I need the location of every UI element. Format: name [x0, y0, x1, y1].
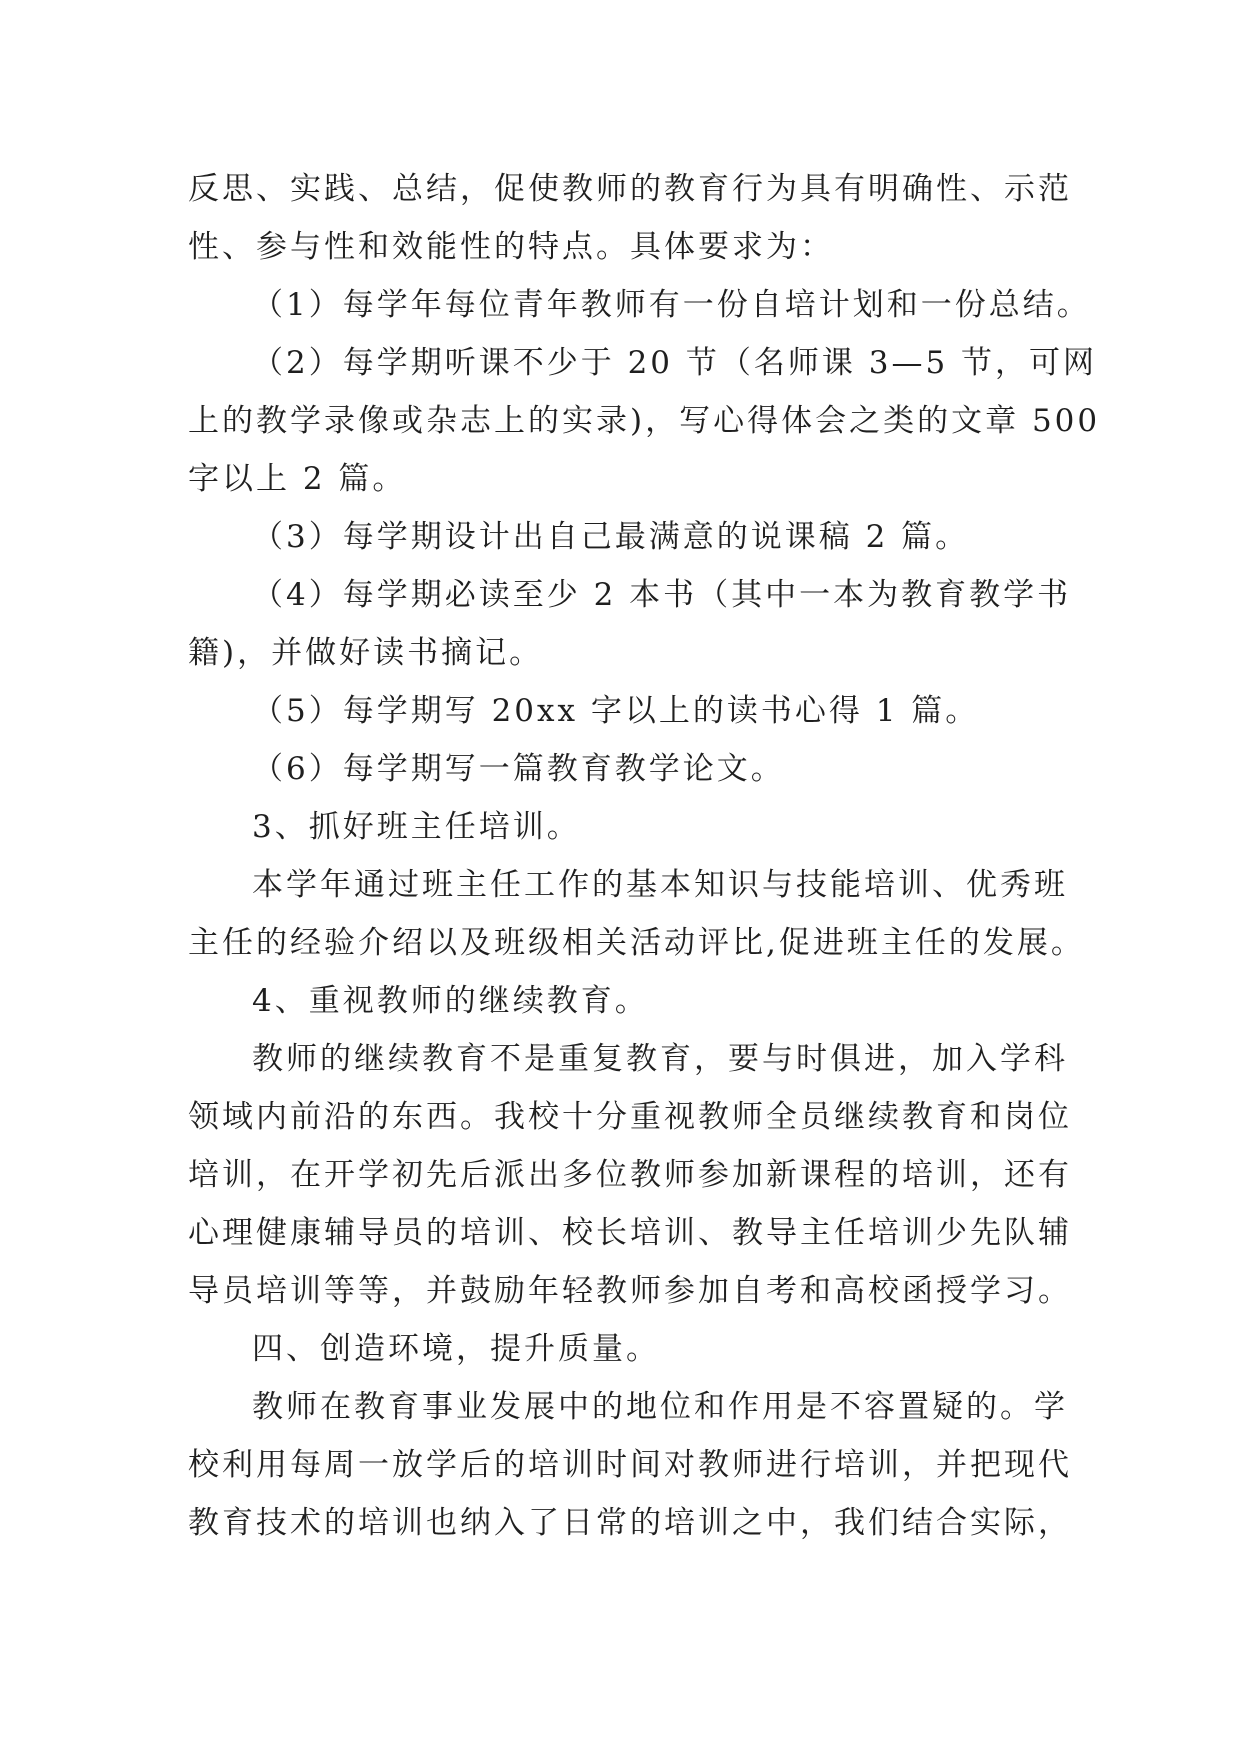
- paragraph-line: 上的教学录像或杂志上的实录)，写心得体会之类的文章 500: [188, 403, 1101, 439]
- section-heading: 3、抓好班主任培训。: [252, 809, 581, 845]
- requirement-item-1: （1）每学年每位青年教师有一份自培计划和一份总结。: [252, 287, 1091, 323]
- paragraph-line: 教师在教育事业发展中的地位和作用是不容置疑的。学: [252, 1389, 1068, 1425]
- paragraph-line: 主任的经验介绍以及班级相关活动评比,促进班主任的发展。: [188, 925, 1085, 961]
- paragraph-line: 反思、实践、总结，促使教师的教育行为具有明确性、示范: [188, 171, 1072, 207]
- paragraph-line: 本学年通过班主任工作的基本知识与技能培训、优秀班: [252, 867, 1068, 903]
- paragraph-line: 校利用每周一放学后的培训时间对教师进行培训，并把现代: [188, 1447, 1072, 1483]
- document-body: [188, 160, 1101, 1552]
- paragraph-line: 领域内前沿的东西。我校十分重视教师全员继续教育和岗位: [188, 1099, 1072, 1135]
- paragraph-line: 培训，在开学初先后派出多位教师参加新课程的培训，还有: [188, 1157, 1072, 1193]
- paragraph-line: 心理健康辅导员的培训、校长培训、教导主任培训少先队辅: [188, 1215, 1072, 1251]
- paragraph-line: 导员培训等等，并鼓励年轻教师参加自考和高校函授学习。: [188, 1273, 1072, 1309]
- paragraph-line: 性、参与性和效能性的特点。具体要求为：: [188, 229, 834, 265]
- section-heading: 四、创造环境，提升质量。: [252, 1331, 660, 1367]
- requirement-item-6: （6）每学期写一篇教育教学论文。: [252, 751, 785, 787]
- paragraph-line: 字以上 2 篇。: [188, 461, 407, 497]
- requirement-item-5: （5）每学期写 20xx 字以上的读书心得 1 篇。: [252, 693, 980, 729]
- section-heading: 4、重视教师的继续教育。: [252, 983, 649, 1019]
- requirement-item-4: （4）每学期必读至少 2 本书（其中一本为教育教学书: [252, 577, 1072, 613]
- paragraph-line: 籍)，并做好读书摘记。: [188, 635, 544, 671]
- requirement-item-3: （3）每学期设计出自己最满意的说课稿 2 篇。: [252, 519, 970, 555]
- paragraph-line: 教育技术的培训也纳入了日常的培训之中，我们结合实际，: [188, 1505, 1072, 1541]
- requirement-item-2: （2）每学期听课不少于 20 节（名师课 3—5 节，可网: [252, 345, 1098, 381]
- paragraph-line: 教师的继续教育不是重复教育，要与时俱进，加入学科: [252, 1041, 1068, 1077]
